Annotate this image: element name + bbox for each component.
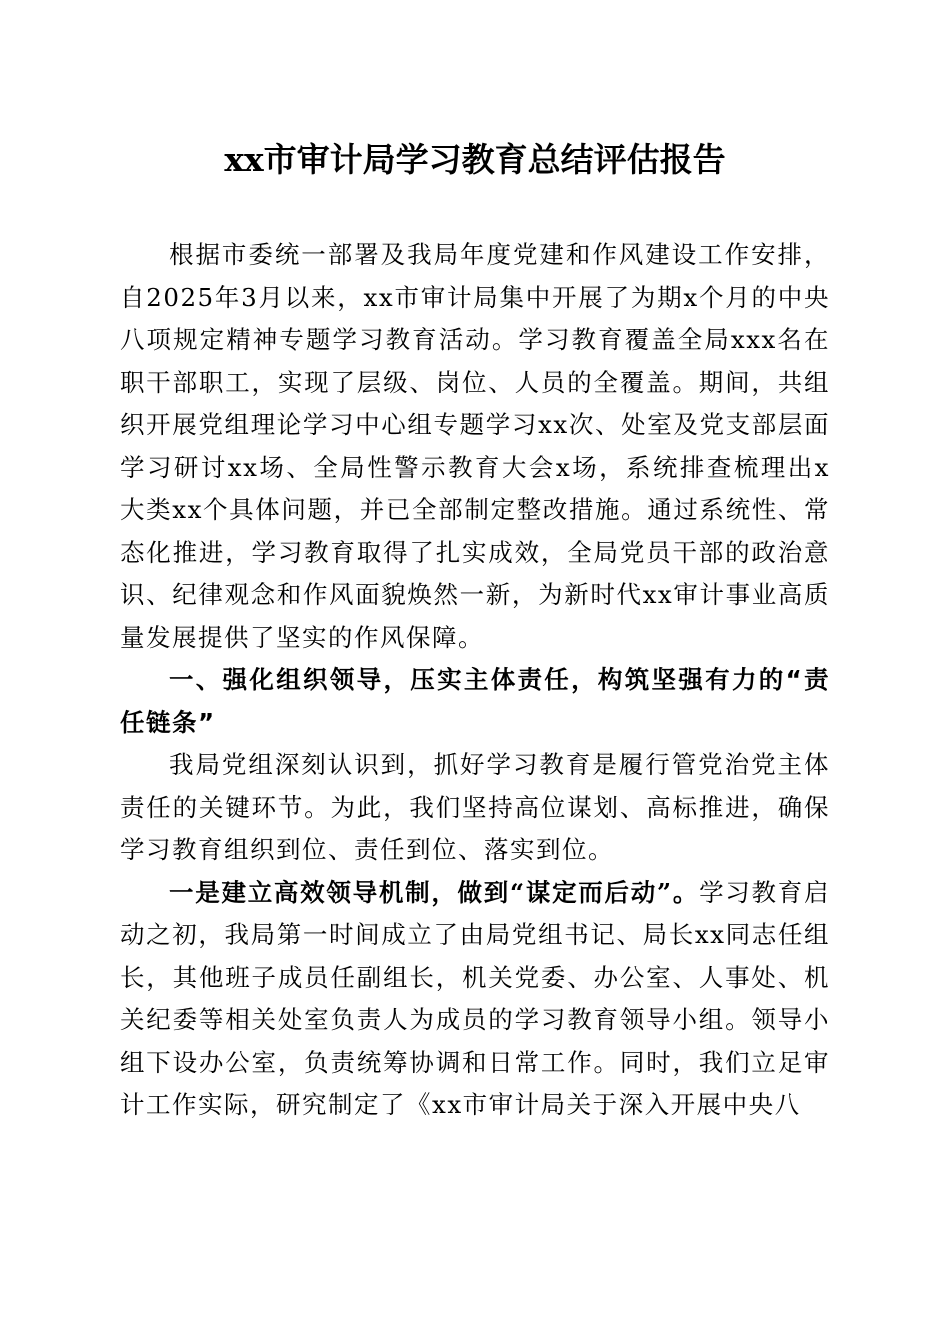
point-1-lead: 一是建立高效领导机制，做到“谋定而后动”。 <box>169 877 700 907</box>
point-1-text: 学习教育启动之初，我局第一时间成立了由局党组书记、局长xx同志任组长，其他班子成员任副组长，机关党委、办公室、人事处、机关纪委等相关处室负责人为成员的学习教育领导小组。领导小组下设办公室，负责统筹协调和日常工作。同时，我们立足审计工作实际，研究制定了《xx市审计局关于深入开展中央八 <box>120 877 831 1119</box>
document-body <box>120 234 830 1127</box>
paragraph-section-1: 我局党组深刻认识到，抓好学习教育是履行管党治党主体责任的关键环节。为此，我们坚持高位谋划、高标推进，确保学习教育组织到位、责任到位、落实到位。 <box>120 750 830 864</box>
paragraph-point-1 <box>120 872 830 1127</box>
section-heading-1: 一、强化组织领导，压实主体责任，构筑坚强有力的“责任链条” <box>120 665 830 737</box>
document-title: xx市审计局学习教育总结评估报告 <box>224 140 726 179</box>
paragraph-intro: 根据市委统一部署及我局年度党建和作风建设工作安排，自2025年3月以来，xx市审计局集中开展了为期x个月的中央八项规定精神专题学习教育活动。学习教育覆盖全局xxx名在职干部职工，实现了层级、岗位、人员的全覆盖。期间，共组织开展党组理论学习中心组专题学习xx次、处室及党支部层面学习研讨xx场、全局性警示教育大会x场，系统排查梳理出x大类xx个具体问题，并已全部制定整改措施。通过系统性、常态化推进，学习教育取得了扎实成效，全局党员干部的政治意识、纪律观念和作风面貌焕然一新，为新时代xx审计事业高质量发展提供了坚实的作风保障。 <box>120 240 830 652</box>
